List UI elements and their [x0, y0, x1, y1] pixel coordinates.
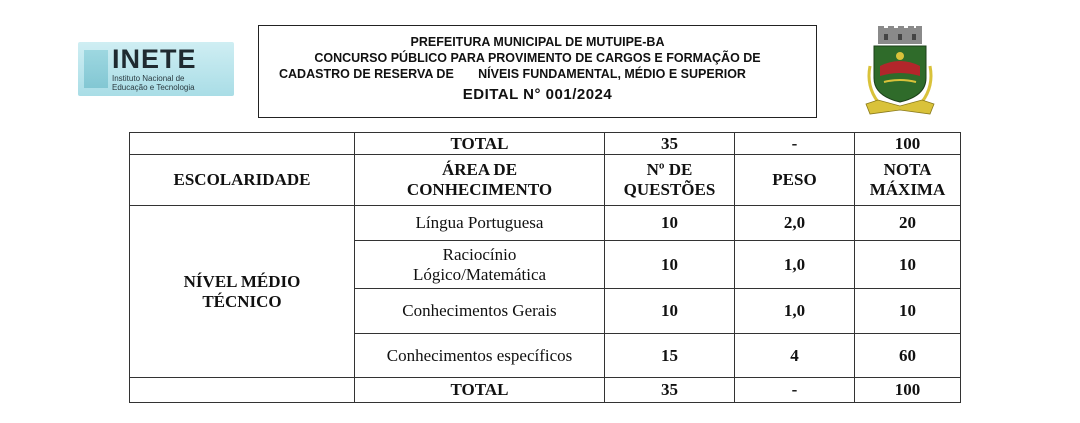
- level-cell: [130, 206, 355, 378]
- total-questions: 35: [605, 133, 735, 155]
- weight-cell: 4: [735, 334, 855, 378]
- column-header-peso: PESO: [735, 155, 855, 206]
- total-weight: -: [735, 133, 855, 155]
- table-row: [130, 206, 961, 241]
- logo-mark: [84, 50, 108, 88]
- max-score-cell: 10: [855, 289, 961, 334]
- total-label: TOTAL: [355, 133, 605, 155]
- area-cell: Conhecimentos específicos: [355, 334, 605, 378]
- logo-subtitle-1: Instituto Nacional de: [112, 74, 185, 83]
- weight-cell: 2,0: [735, 206, 855, 241]
- level-line2: TÉCNICO: [202, 291, 282, 311]
- total-label: TOTAL: [355, 378, 605, 403]
- column-header-escolaridade: ESCOLARIDADE: [130, 155, 355, 206]
- max-score-cell: 10: [855, 241, 961, 289]
- table-row-previous-total: [130, 133, 961, 155]
- column-header-nota-line2: MÁXIMA: [869, 180, 946, 199]
- total-weight: -: [735, 378, 855, 403]
- area-line2: Lógico/Matemática: [412, 264, 547, 284]
- table-header-row: [130, 155, 961, 206]
- total-max-score: 100: [855, 378, 961, 403]
- area-cell: Conhecimentos Gerais: [355, 289, 605, 334]
- column-header-area: [355, 155, 605, 206]
- column-header-questoes: [605, 155, 735, 206]
- column-header-area-line1: ÁREA DE: [441, 160, 518, 179]
- header-edital: EDITAL N° 001/2024: [462, 86, 613, 103]
- logo-subtitle-2: Educação e Tecnologia: [112, 83, 195, 92]
- header-concurso: CONCURSO PÚBLICO PARA PROVIMENTO DE CARGOS E FORMAÇÃO DE: [314, 51, 761, 65]
- table-cell: [130, 133, 355, 155]
- table-row-total: [130, 378, 961, 403]
- header-prefeitura: PREFEITURA MUNICIPAL DE MUTUIPE-BA: [410, 35, 665, 49]
- questions-cell: 15: [605, 334, 735, 378]
- questions-cell: 10: [605, 241, 735, 289]
- area-cell: [355, 241, 605, 289]
- questions-cell: 10: [605, 206, 735, 241]
- area-line1: Raciocínio: [442, 244, 517, 264]
- total-max-score: 100: [855, 133, 961, 155]
- max-score-cell: 60: [855, 334, 961, 378]
- column-header-nota-line1: NOTA: [883, 160, 932, 179]
- level-line1: NÍVEL MÉDIO: [183, 271, 301, 291]
- total-questions: 35: [605, 378, 735, 403]
- inete-logo: [78, 42, 234, 96]
- document-header: [258, 25, 817, 118]
- municipal-coat-of-arms-icon: [864, 26, 936, 118]
- column-header-nota: [855, 155, 961, 206]
- column-header-area-line2: CONHECIMENTO: [406, 180, 553, 199]
- logo-title: INETE: [112, 44, 197, 74]
- questions-cell: 10: [605, 289, 735, 334]
- column-header-questoes-line2: QUESTÕES: [623, 180, 716, 199]
- column-header-questoes-line1: Nº DE: [646, 160, 693, 179]
- area-cell: Língua Portuguesa: [355, 206, 605, 241]
- header-cadastro: CADASTRO DE RESERVA DE NÍVEIS FUNDAMENTAL, MÉDIO E SUPERIOR: [279, 67, 746, 81]
- weight-cell: 1,0: [735, 289, 855, 334]
- table-cell: [130, 378, 355, 403]
- exam-structure-table: [129, 132, 961, 403]
- weight-cell: 1,0: [735, 241, 855, 289]
- max-score-cell: 20: [855, 206, 961, 241]
